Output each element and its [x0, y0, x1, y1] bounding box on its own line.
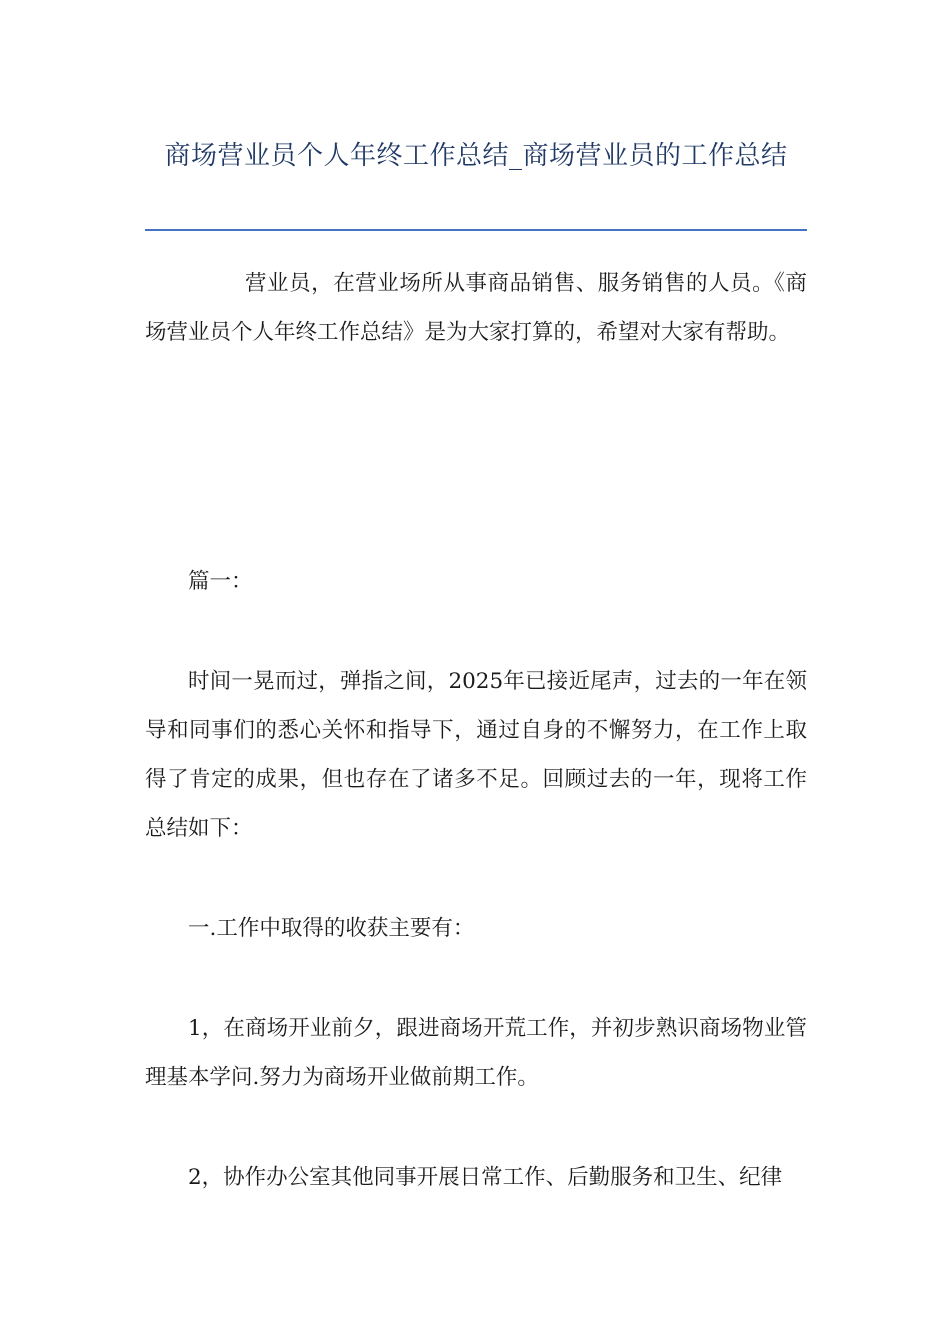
- paragraph-1: 时间一晃而过，弹指之间，2025年已接近尾声，过去的一年在领导和同事们的悉心关怀和指导下，通过自身的不懈努力，在工作上取得了肯定的成果，但也存在了诸多不足。回顾过去的一年，现将工作总结如下：: [145, 669, 807, 841]
- list-item-1: 1，在商场开业前夕，跟进商场开荒工作，并初步熟识商场物业管理基本学问.努力为商场开业做前期工作。: [145, 1016, 807, 1090]
- list-item-2: 2，协作办公室其他同事开展日常工作、后勤服务和卫生、纪律: [188, 1165, 783, 1190]
- heading-1: 一.工作中取得的收获主要有：: [188, 916, 475, 941]
- document-title: 商场营业员个人年终工作总结_商场营业员的工作总结: [164, 141, 788, 171]
- title-underline: [145, 229, 807, 231]
- section-label: 篇一：: [188, 569, 253, 594]
- intro-paragraph: 营业员，在营业场所从事商品销售、服务销售的人员。《商场营业员个人年终工作总结》是为大家打算的，希望对大家有帮助。: [145, 271, 807, 345]
